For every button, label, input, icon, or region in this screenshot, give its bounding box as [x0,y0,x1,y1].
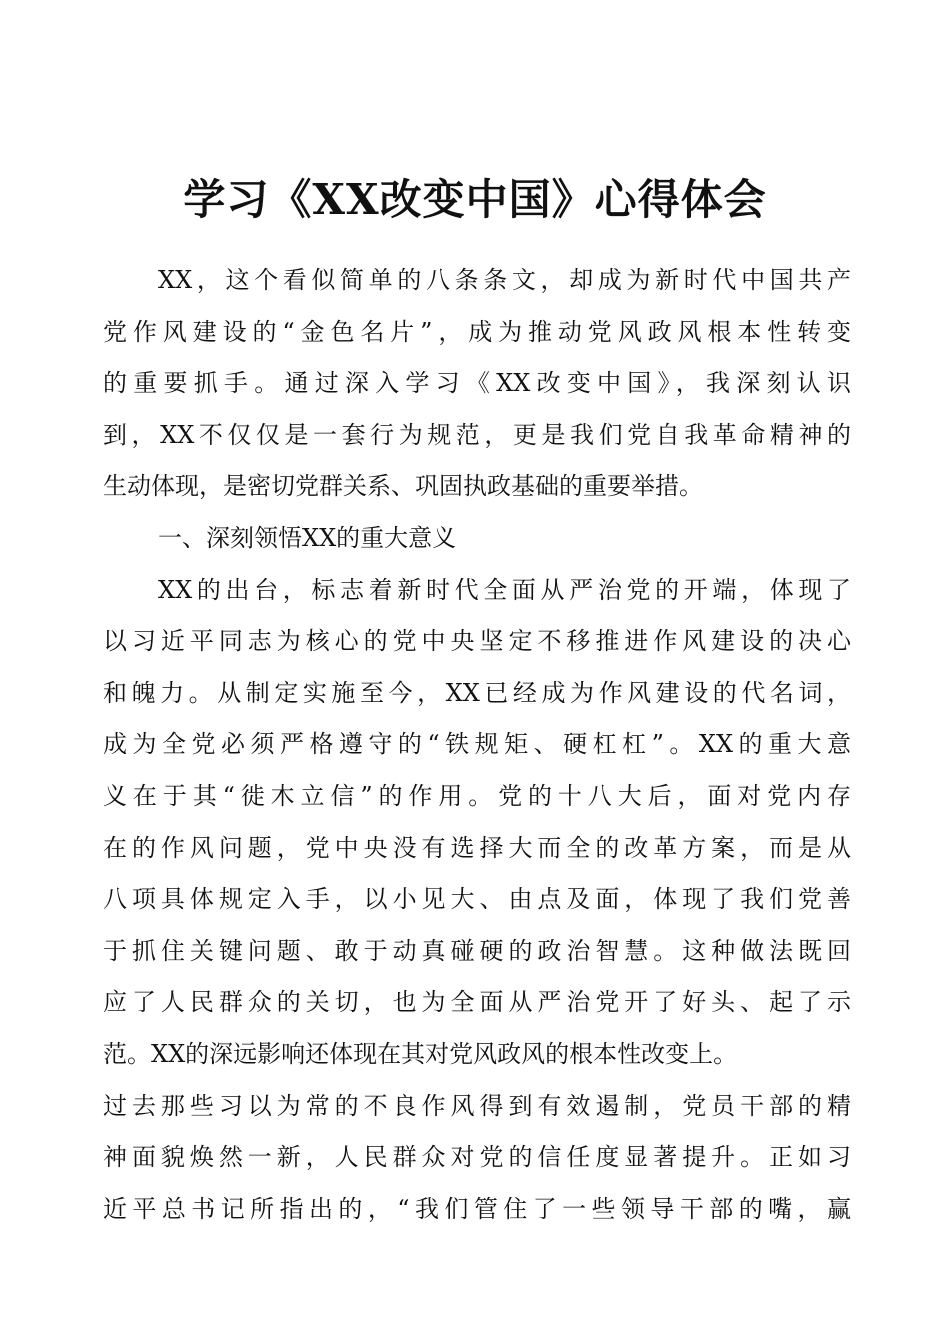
paragraph-line: 范。XX的深远影响还体现在其对党风政风的根本性改变上。 [103,1039,738,1068]
document-title: 学习《XX改变中国》心得体会 [183,175,767,224]
paragraph-line: 和魄力。从制定实施至今，XX已经成为作风建设的代名词， [103,678,851,707]
paragraph-line: 于抓住关键问题、敢于动真碰硬的政治智慧。这种做法既回 [103,936,851,965]
section-heading: 一、深刻领悟XX的重大意义 [158,523,457,552]
paragraph-line: 八项具体规定入手，以小见大、由点及面，体现了我们党善 [103,885,851,914]
paragraph-line: 党作风建设的“金色名片”，成为推动党风政风根本性转变 [103,317,851,346]
paragraph-line: 近平总书记所指出的，“我们管住了一些领导干部的嘴，赢 [103,1194,851,1223]
paragraph-line: 以习近平同志为核心的党中央坚定不移推进作风建设的决心 [103,627,851,656]
paragraph-line: 成为全党必须严格遵守的“铁规矩、硬杠杠”。XX的重大意 [103,730,851,759]
paragraph-line: 的重要抓手。通过深入学习《XX改变中国》，我深刻认识 [103,369,851,398]
paragraph-line: 生动体现，是密切党群关系、巩固执政基础的重要举措。 [103,472,703,501]
paragraph-line: 神面貌焕然一新，人民群众对党的信任度显著提升。正如习 [103,1143,851,1172]
paragraph-line: XX的出台，标志着新时代全面从严治党的开端，体现了 [158,575,851,604]
paragraph-line: XX，这个看似简单的八条条文，却成为新时代中国共产 [158,266,851,294]
paragraph-line: 到，XX不仅仅是一套行为规范，更是我们党自我革命精神的 [103,420,851,449]
paragraph-line: 应了人民群众的关切，也为全面从严治党开了好头、起了示 [103,988,851,1017]
document-body [103,255,851,1235]
paragraph-line: 在的作风问题，党中央没有选择大而全的改革方案，而是从 [103,833,851,862]
paragraph-line: 义在于其“徙木立信”的作用。党的十八大后，面对党内存 [103,781,851,810]
paragraph-line: 过去那些习以为常的不良作风得到有效遏制，党员干部的精 [103,1091,851,1120]
